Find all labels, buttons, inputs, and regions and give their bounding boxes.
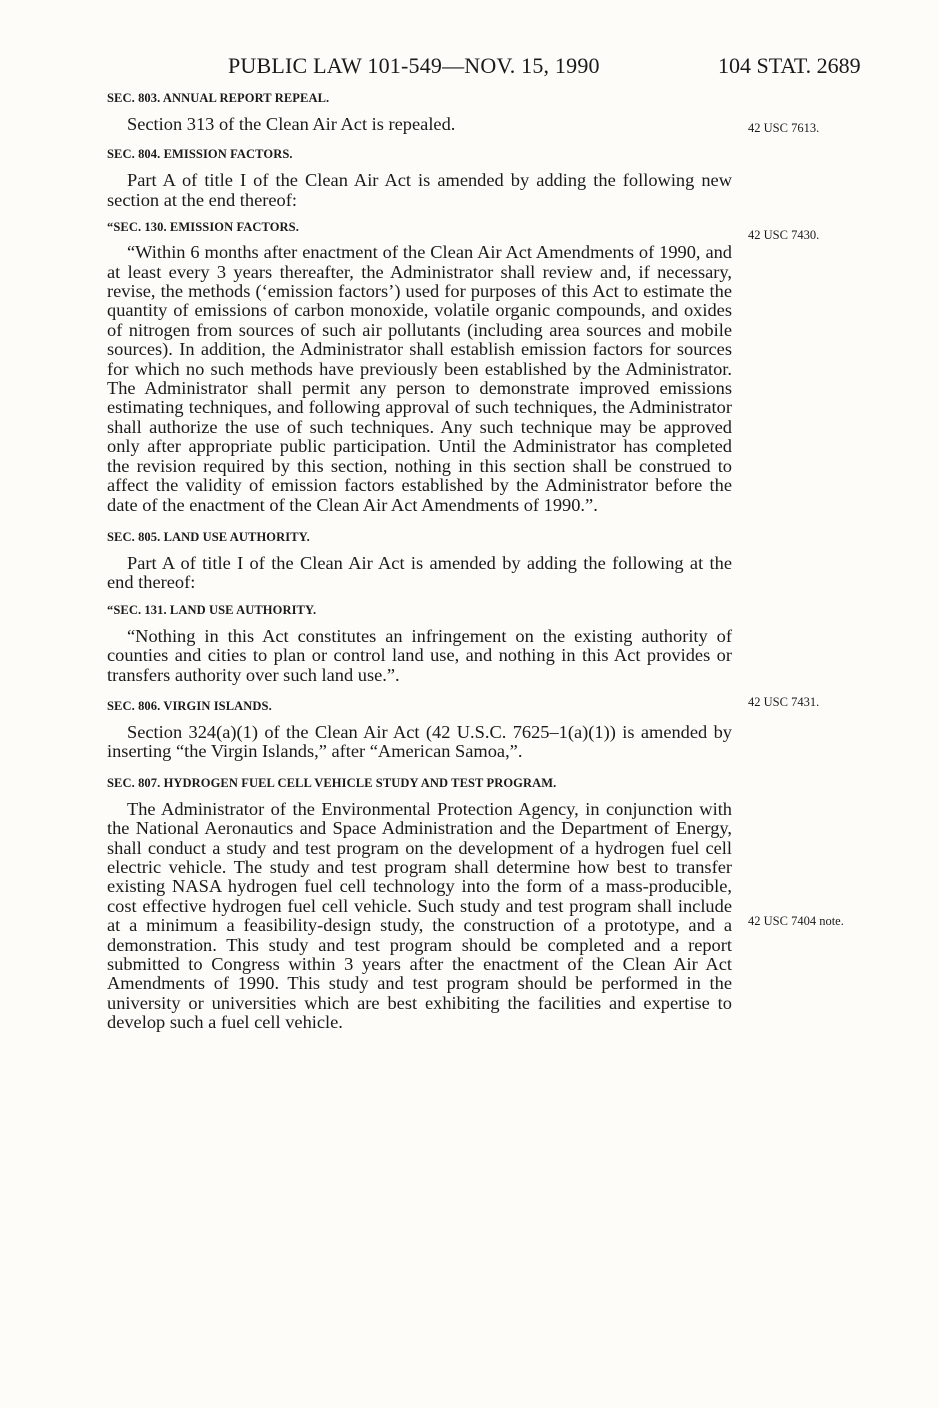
section-body: Part A of title I of the Clean Air Act is amended by adding the following at the end thereof: — [107, 552, 732, 593]
section-130 — [107, 219, 732, 515]
section-804 — [107, 146, 732, 210]
section-body: “Within 6 months after enactment of the Clean Air Act Amendments of 1990, and at least every 3 years thereafter, the Administrator shall review and, if necessary, revise, the methods (‘emission factors’) used for purposes of this Act to estimate the quantity of emissions of carbon monoxide, volatile organic compounds, and oxides of nitrogen from sources of such air pollutants (including area sources and mobile sources). In addition, the Administrator shall establish emission factors for sources for which no such methods have previously been established by the Administrator. The Administrator shall permit any person to demonstrate improved emissions estimating techniques, and following approval of such techniques, the Administrator shall authorize the use of such techniques. Any such technique may be approved only after appropriate public participation. Until the Administrator has completed the revision required by this section, nothing in this section shall be construed to affect the validity of emission factors established by the Administrator before the date of the enactment of the Clean Air Act Amendments of 1990.”. — [107, 242, 732, 515]
margin-note-usc-7430: 42 USC 7430. — [748, 228, 820, 242]
section-807 — [107, 775, 732, 1033]
section-805 — [107, 529, 732, 593]
section-body: Part A of title I of the Clean Air Act is amended by adding the following new section at the end thereof: — [107, 170, 732, 210]
margin-note-usc-7613: 42 USC 7613. — [748, 121, 820, 135]
main-text-column — [107, 90, 732, 1033]
margin-note-usc-7404: 42 USC 7404 note. — [748, 914, 844, 928]
section-heading: “SEC. 131. LAND USE AUTHORITY. — [107, 602, 317, 617]
margin-note-usc-7431: 42 USC 7431. — [748, 695, 820, 709]
section-131 — [107, 602, 732, 685]
section-heading: SEC. 804. EMISSION FACTORS. — [107, 147, 293, 162]
section-803 — [107, 90, 732, 134]
section-heading: SEC. 803. ANNUAL REPORT REPEAL. — [107, 91, 330, 105]
section-806 — [107, 698, 732, 762]
section-heading: “SEC. 130. EMISSION FACTORS. — [107, 220, 299, 235]
section-body: “Nothing in this Act constitutes an infringement on the existing authority of counties and cities to plan or control land use, and nothing in this Act provides or transfers authority over such land use.”. — [107, 625, 732, 685]
section-body: The Administrator of the Environmental Protection Agency, in conjunction with the National Aeronautics and Space Administration and the Department of Energy, shall conduct a study and test program on the development of a hydrogen fuel cell electric vehicle. The study and test program shall determine how best to transfer existing NASA hydrogen fuel cell technology into the form of a mass-producible, cost effective hydrogen fuel cell vehicle. Such study and test program shall include at a minimum a feasibility-design study, the construction of a prototype, and a demonstration. This study and test program should be completed and a report submitted to Congress within 3 years after the enactment of the Clean Air Act Amendments of 1990. This study and test program should be performed in the university or universities which are best exhibiting the facilities and expertise to develop such a fuel cell vehicle. — [107, 798, 732, 1033]
section-heading: SEC. 807. HYDROGEN FUEL CELL VEHICLE STUDY AND TEST PROGRAM. — [107, 775, 557, 790]
section-heading: SEC. 806. VIRGIN ISLANDS. — [107, 698, 272, 713]
header-stat-citation: 104 STAT. 2689 — [718, 53, 861, 78]
section-heading: SEC. 805. LAND USE AUTHORITY. — [107, 529, 310, 544]
section-body: Section 313 of the Clean Air Act is repealed. — [127, 114, 456, 134]
page-header — [0, 52, 939, 82]
header-title: PUBLIC LAW 101-549—NOV. 15, 1990 — [228, 53, 600, 78]
section-body: Section 324(a)(1) of the Clean Air Act (42 U.S.C. 7625–1(a)(1)) is amended by inserting “the Virgin Islands,” after “American Samoa,”. — [107, 721, 732, 762]
